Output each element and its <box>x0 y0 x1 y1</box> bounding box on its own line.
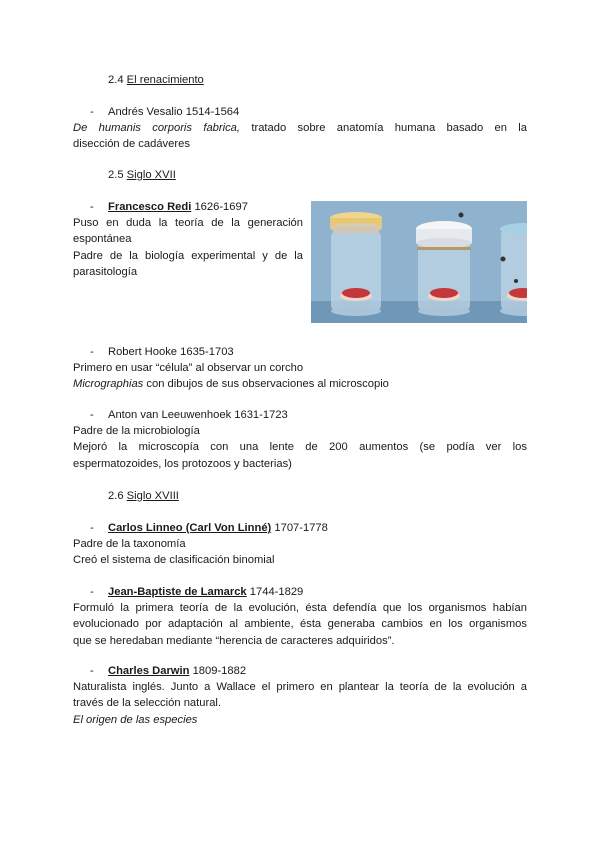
entry-name: Andrés Vesalio 1514-1564 <box>108 106 240 118</box>
bullet-dash: - <box>90 665 94 677</box>
section-heading-2-6: 2.6 Siglo XVIII <box>108 490 179 502</box>
section-title: Siglo XVII <box>126 169 176 181</box>
entry-name: Anton van Leeuwenhoek 1631-1723 <box>108 409 288 421</box>
entry-name: Robert Hooke 1635-1703 <box>108 346 234 358</box>
entry-name: Jean-Baptiste de Lamarck <box>108 586 247 598</box>
bullet-dash: - <box>90 106 94 118</box>
entry-years: 1744-1829 <box>249 586 304 598</box>
section-heading-2-5: 2.5 Siglo XVII <box>108 169 176 181</box>
work-title: Micrographias <box>73 378 144 391</box>
redi-experiment-illustration <box>311 201 527 323</box>
bullet-dash: - <box>90 346 94 358</box>
work-title: El origen de las especies <box>73 713 198 726</box>
entry-description: Padre de la taxonomía Creó el sistema de clasificación binomial <box>73 538 275 567</box>
entry-heading <box>108 663 246 679</box>
bullet-dash: - <box>90 586 94 598</box>
entry-description: Primero en usar “célula” al observar un corcho Micrographias con dibujos de sus observaciones al microscopio <box>73 362 389 391</box>
section-heading-2-4: 2.4 El renacimiento <box>108 74 204 86</box>
entry-heading <box>108 199 248 215</box>
entry-description: Formuló la primera teoría de la evolución, ésta defendía que los organismos habían evolucionado por adaptación al ambiente, ésta generaba cambios en los organismos que se heredaban mediante “herencia de caracteres adquiridos”. <box>73 602 527 647</box>
entry-heading <box>108 584 303 600</box>
entry-description: De humanis corporis fabrica, tratado sobre anatomía humana basado en la disección de cadáveres <box>73 122 528 151</box>
section-title: El renacimiento <box>126 74 204 86</box>
entry-description: Puso en duda la teoría de la generación espontánea Padre de la biología experimental y de la parasitología <box>73 217 303 279</box>
entry-heading <box>108 520 328 536</box>
entry-description: Naturalista inglés. Junto a Wallace el primero en plantear la teoría de la evolución a través de la selección natural. El origen de las especies <box>73 681 527 726</box>
section-title: Siglo XVIII <box>126 490 179 502</box>
entry-years: 1707-1778 <box>274 522 328 534</box>
entry-years: 1626-1697 <box>194 201 248 213</box>
jar-sealed <box>330 212 382 316</box>
entry-name: Francesco Redi <box>108 201 192 213</box>
entry-name: Charles Darwin <box>108 665 190 677</box>
entry-description: Padre de la microbiología Mejoró la microscopía con una lente de 200 aumentos (se podía ver los espermatozoides, los protozoos y bacterias) <box>73 425 527 470</box>
entry-name: Carlos Linneo (Carl Von Linné) <box>108 522 272 534</box>
bullet-dash: - <box>90 201 94 213</box>
work-title: De humanis corporis fabrica, <box>73 122 241 134</box>
jar-gauze <box>416 213 472 317</box>
entry-years: 1809-1882 <box>192 665 247 677</box>
bullet-dash: - <box>90 409 94 421</box>
bullet-dash: - <box>90 522 94 534</box>
